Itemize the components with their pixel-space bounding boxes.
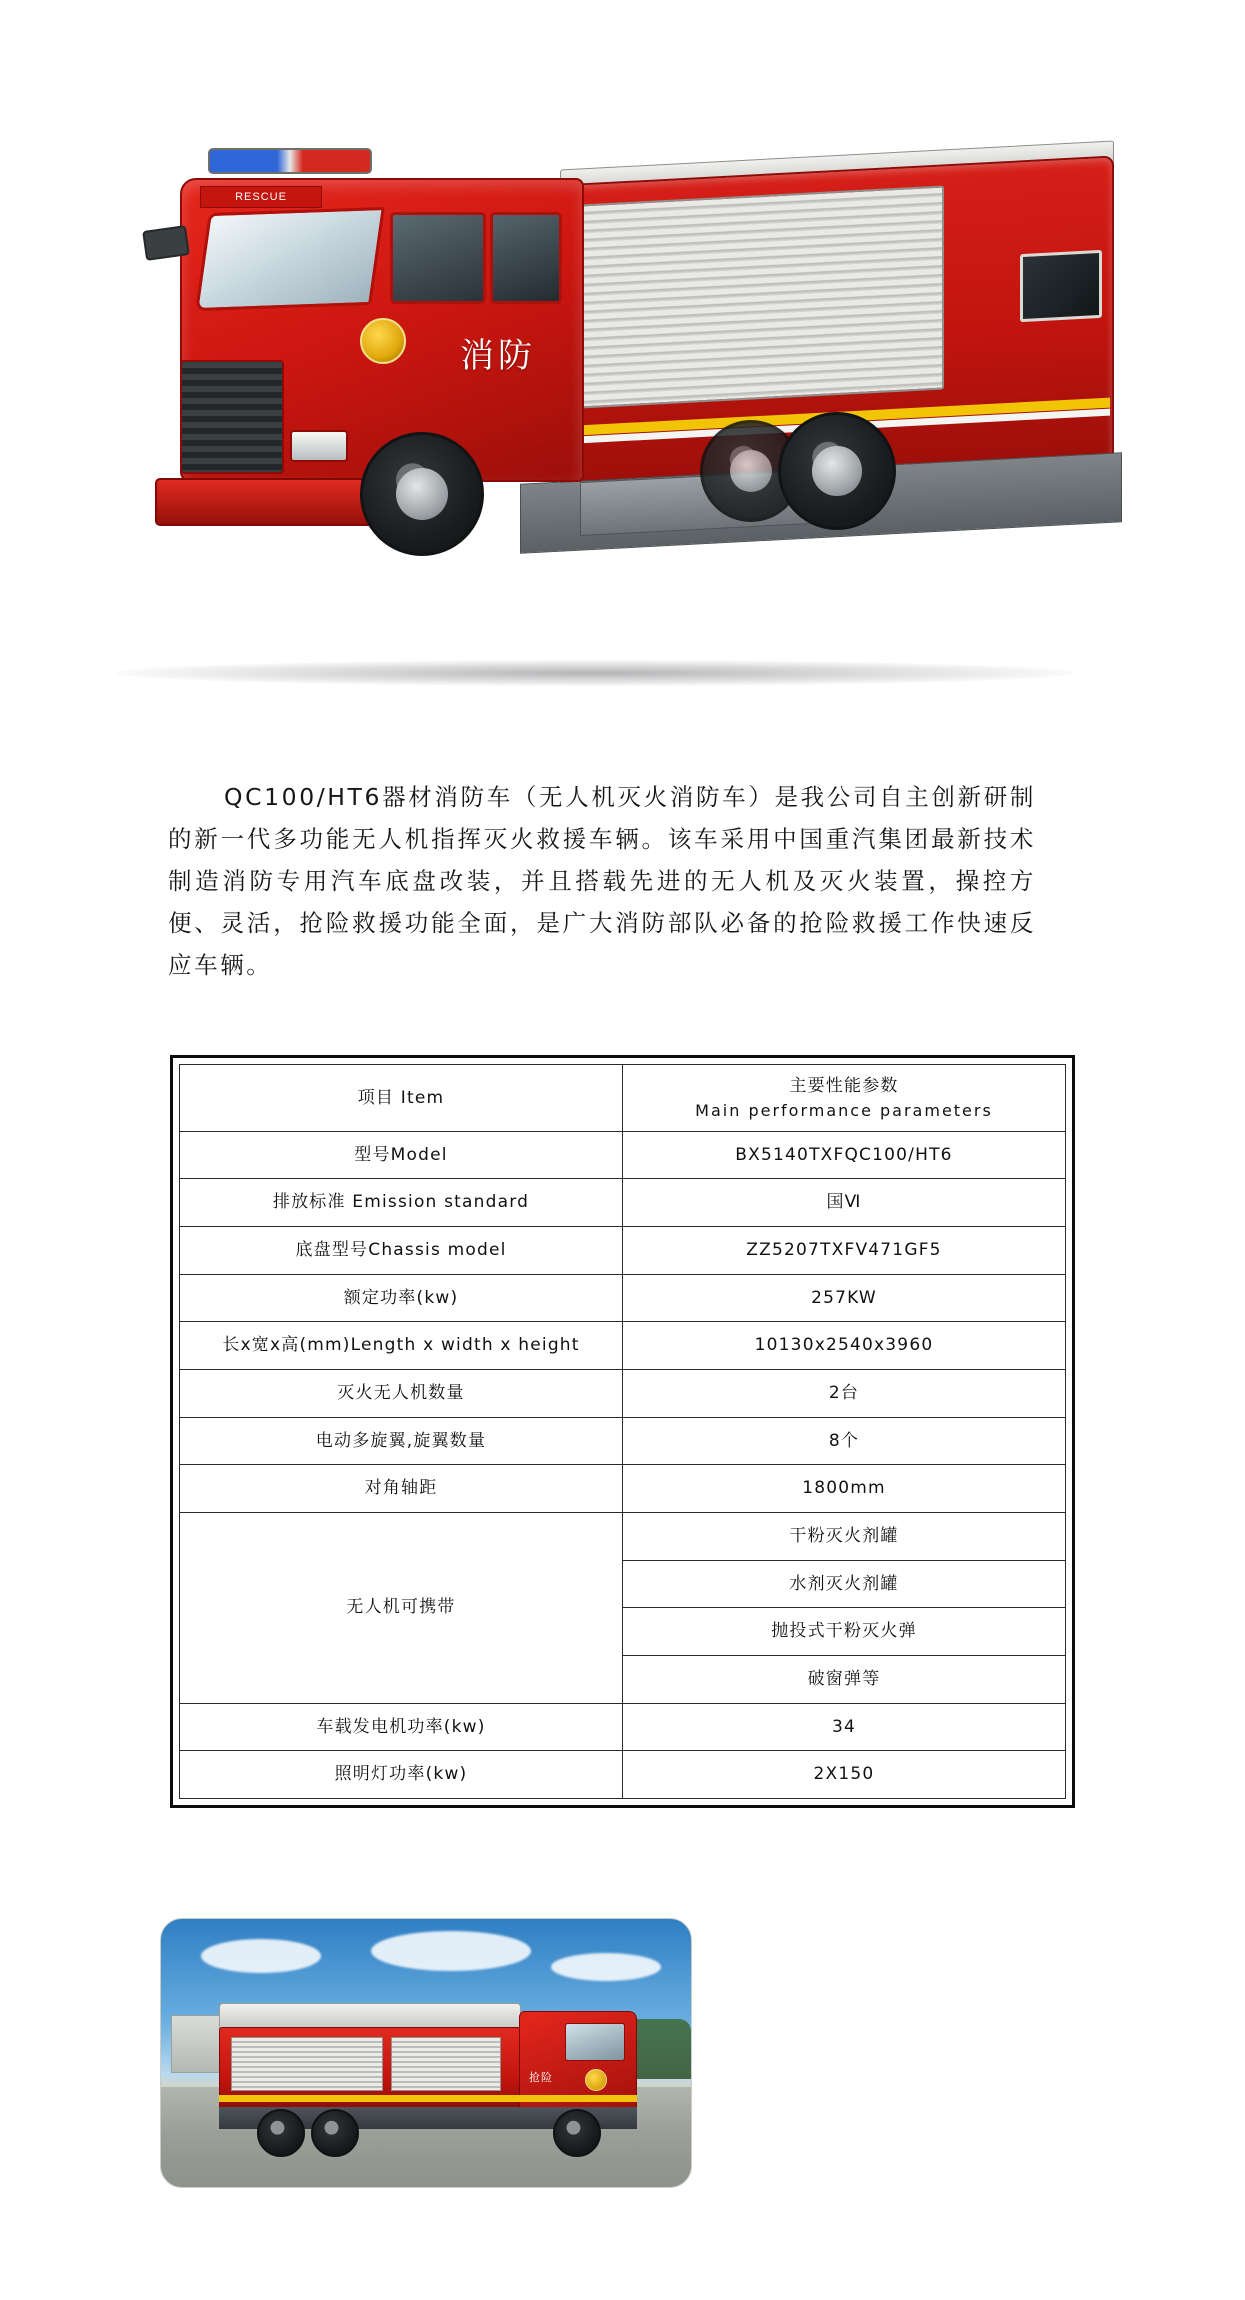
- wheel-hub: [730, 450, 772, 492]
- cloud-shape: [551, 1953, 661, 1981]
- specification-table: [179, 1064, 1066, 1799]
- row-value: 10130x2540x3960: [623, 1322, 1066, 1370]
- body-fire-text: 消防: [460, 336, 536, 376]
- photo-wheel: [311, 2109, 359, 2157]
- row-label: 排放标准 Emission standard: [180, 1179, 623, 1227]
- table-row: [180, 1179, 1066, 1227]
- row-label: 照明灯功率(kw): [180, 1751, 623, 1799]
- payload-value: 水剂灭火剂罐: [623, 1560, 1066, 1608]
- row-value: 国Ⅵ: [623, 1179, 1066, 1227]
- wheel-hub: [812, 446, 861, 495]
- truck-front-view: [60, 60, 1180, 650]
- row-label: 车载发电机功率(kw): [180, 1703, 623, 1751]
- table-row: [180, 1751, 1066, 1799]
- photo-cab-window: [565, 2023, 625, 2061]
- payload-value: 干粉灭火剂罐: [623, 1512, 1066, 1560]
- side-window-rear: [490, 212, 562, 304]
- row-value: 1800mm: [623, 1465, 1066, 1513]
- row-value: 2X150: [623, 1751, 1066, 1799]
- table-row: [180, 1417, 1066, 1465]
- header-params-cn: 主要性能参数: [789, 1076, 899, 1096]
- wheel-front: [360, 432, 484, 556]
- front-bumper: [155, 478, 389, 526]
- emergency-lightbar-icon: [208, 148, 372, 174]
- table-row: [180, 1131, 1066, 1179]
- wheel-rear: [778, 412, 896, 530]
- ground-shadow: [115, 660, 1075, 686]
- row-value: ZZ5207TXFV471GF5: [623, 1227, 1066, 1275]
- fire-service-emblem-icon: [360, 318, 406, 364]
- header-item-label: 项目 Item: [180, 1065, 623, 1132]
- table-row: [180, 1322, 1066, 1370]
- row-label: 底盘型号Chassis model: [180, 1227, 623, 1275]
- rescue-nameplate: RESCUE: [200, 186, 322, 208]
- specification-table-wrapper: [170, 1055, 1075, 1808]
- row-value: 34: [623, 1703, 1066, 1751]
- photo-wheel: [257, 2109, 305, 2157]
- payload-label: 无人机可携带: [180, 1512, 623, 1703]
- table-row-payload: [180, 1512, 1066, 1560]
- specification-table-body: [180, 1065, 1066, 1799]
- headlight: [290, 430, 348, 462]
- payload-value: 破窗弹等: [623, 1655, 1066, 1703]
- row-value: BX5140TXFQC100/HT6: [623, 1131, 1066, 1179]
- header-params-en: Main performance parameters: [695, 1100, 993, 1120]
- payload-value: 抛投式干粉灭火弹: [623, 1608, 1066, 1656]
- row-label: 电动多旋翼,旋翼数量: [180, 1417, 623, 1465]
- side-window-front: [390, 212, 486, 304]
- photo-roller-door-left: [231, 2037, 383, 2091]
- row-value: 8个: [623, 1417, 1066, 1465]
- row-label: 额定功率(kw): [180, 1274, 623, 1322]
- table-header-row: [180, 1065, 1066, 1132]
- photo-side-label: 抢险: [529, 2071, 553, 2084]
- row-label: 型号Model: [180, 1131, 623, 1179]
- wheel-hub: [396, 468, 448, 520]
- row-label: 灭火无人机数量: [180, 1370, 623, 1418]
- windshield: [195, 207, 385, 311]
- row-label: 对角轴距: [180, 1465, 623, 1513]
- side-mirror: [142, 225, 190, 261]
- table-row: [180, 1465, 1066, 1513]
- table-row: [180, 1227, 1066, 1275]
- hero-illustration: [0, 0, 1245, 700]
- cloud-shape: [201, 1939, 321, 1973]
- row-value: 2台: [623, 1370, 1066, 1418]
- cloud-shape: [371, 1931, 531, 1971]
- photo-yellow-stripe: [219, 2095, 637, 2102]
- table-row: [180, 1274, 1066, 1322]
- rear-cabin-window: [1020, 250, 1102, 322]
- row-value: 257KW: [623, 1274, 1066, 1322]
- header-params-label: [623, 1065, 1066, 1132]
- table-row: [180, 1370, 1066, 1418]
- row-label: 长x宽x高(mm)Length x width x height: [180, 1322, 623, 1370]
- vehicle-side-photo: [160, 1918, 692, 2188]
- product-description: QC100/HT6器材消防车（无人机灭火消防车）是我公司自主创新研制的新一代多功能无人机指挥灭火救援车辆。该车采用中国重汽集团最新技术制造消防专用汽车底盘改装，并且搭载先进的无人机及灭火装置，操控方便、灵活，抢险救援功能全面，是广大消防部队必备的抢险救援工作快速反应车辆。: [168, 782, 1036, 979]
- roller-shutter-door: [580, 185, 944, 408]
- photo-fire-emblem-icon: [585, 2069, 607, 2091]
- front-grille: [180, 360, 284, 474]
- table-row: [180, 1703, 1066, 1751]
- photo-wheel: [553, 2109, 601, 2157]
- photo-roller-door-right: [391, 2037, 501, 2091]
